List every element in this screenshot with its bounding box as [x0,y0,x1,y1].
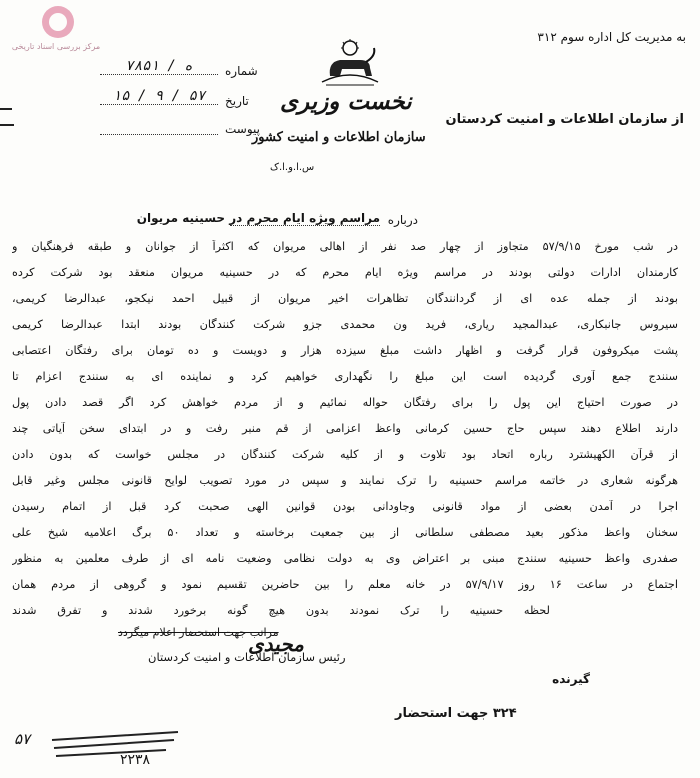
footer-note: ۳۲۴ جهت استحضار [395,706,517,721]
archive-logo-icon [42,6,74,38]
body-line: از قرآن الکهیشترد رباره اتحاد بود تلاوت و از کلیه شرکت کنندگان در مجلس خواست که بدون دادن [12,448,678,461]
attachment-value-line [100,134,218,135]
body-line: هرگونه شعاری در خاتمه مراسم حسینیه را ترک نمایند و سپس در مورد تصویب لوایح قانونی مجلس وغیر قابل [12,474,678,487]
body-line: لحظه حسینیه را ترک نمودند بدون هیچ گونه برخورد شدند و تفرق شدند [12,604,550,617]
edge-mark [0,124,14,126]
body-line: در شب مورخ ۵۷/۹/۱۵ متجاوز از چهار صد نفر از اهالی مریوان که اکثراً از جوانان و طبقه فرهنگیان و [12,240,678,253]
corner-number: ۵۷ [14,730,31,748]
body-line: سخنان واعظ مذکور بعید مصطفی سلطانی از بین جمعیت برخاسته و تعداد ۵۰ برگ اعلامیه شیخ علی [12,526,678,539]
subject-text: مراسم ویژه ایام محرم در حسینیه مریوان [136,211,380,225]
subject-label: درباره [387,213,418,227]
edge-mark [0,108,12,110]
body-line: پشت میکروفون قرار گرفت و اظهار داشت مبلغ سیزده هزار و دویست و ده تومان برای رفتگان اعتصابی [12,344,678,357]
office-subtitle: سازمان اطلاعات و امنیت کشور [252,130,426,145]
body-line: سیروس جانبکاری، عبدالمجید ریاری، فرید ون محمدی جزو شرکت کنندگان بودند ابتدا عبدالرضا کریمی [12,318,678,331]
number-value: ۷۸۵۱ / ه [100,58,218,75]
office-title: نخست وزیری [280,88,412,115]
body-line: اجتماع در ساعت ۱۶ روز ۵۷/۹/۱۷ در خانه معلم را بین حاضرین تقسیم نمود و گروهی از مردم همان [12,578,678,591]
attachment-label: پیوست [225,122,260,136]
date-value: ۱۵ / ۹ / ۵۷ [100,88,218,105]
lion-and-sun-emblem-icon [316,38,384,88]
sender-line: از سازمان اطلاعات و امنیت کردستان [445,112,684,127]
body-line: دارند اطلاع دهند سپس حاج حسین کرمانی واعظ اعزامی از قم منبر رفت و در ابتدای سخن آیاتی چند [12,422,678,435]
signature-handwritten: مجیدی [248,632,304,656]
date-label: تاریخ [225,94,249,108]
body-line: اجرا در آمدن بعضی از مواد قانونی وجاودانی بودن قوانین الهی صحبت کرد قبل از اتمام رسیدن [12,500,678,513]
scribble-mark-icon [50,726,180,776]
corner-number: ۲۲۳۸ [120,752,151,768]
struck-closing-line: مراتب جهت استحضار اعلام میگردد [118,626,279,639]
recipients-label: گیرنده [552,672,590,686]
archive-watermark [6,4,106,70]
number-label: شماره [225,64,258,78]
body-line: سنندج جمع آوری گردیده است این مبلغ را نگهداری خواهیم کرد و نماینده ای به سنندج اعزام تا [12,370,678,383]
signature-title: رئیس سازمان اطلاعات و امنیت کردستان [148,650,346,664]
body-line: کارمندان ادارات دولتی بودند در مراسم ویژه ایام محرم که در حسینیه مریوان منعقد بود شرکت کرده [12,266,678,279]
body-line: بودند از جمله عده ای از گردانندگان تظاهرات اخیر مریوان از قبیل احمد نیکجو، عبدالرضا کریمی، [12,292,678,305]
body-line: صفدری واعظ حسینیه سنندج مبنی بر اعتراض وی به دولت نظامی وضعیت نامه ای از طرف معلمین به منظور [12,552,678,565]
watermark-text: مرکز بررسی اسناد تاریخی [11,42,101,51]
office-code: س.ا.و.ا.ک [270,162,315,173]
recipient-line: به مدیریت کل اداره سوم ۳۱۲ [537,30,686,44]
body-line: در صورت احتیاج این پول را برای رفتگان حواله نمائیم و از مردم خواهش کرد اگر قصد دادن پول [12,396,678,409]
